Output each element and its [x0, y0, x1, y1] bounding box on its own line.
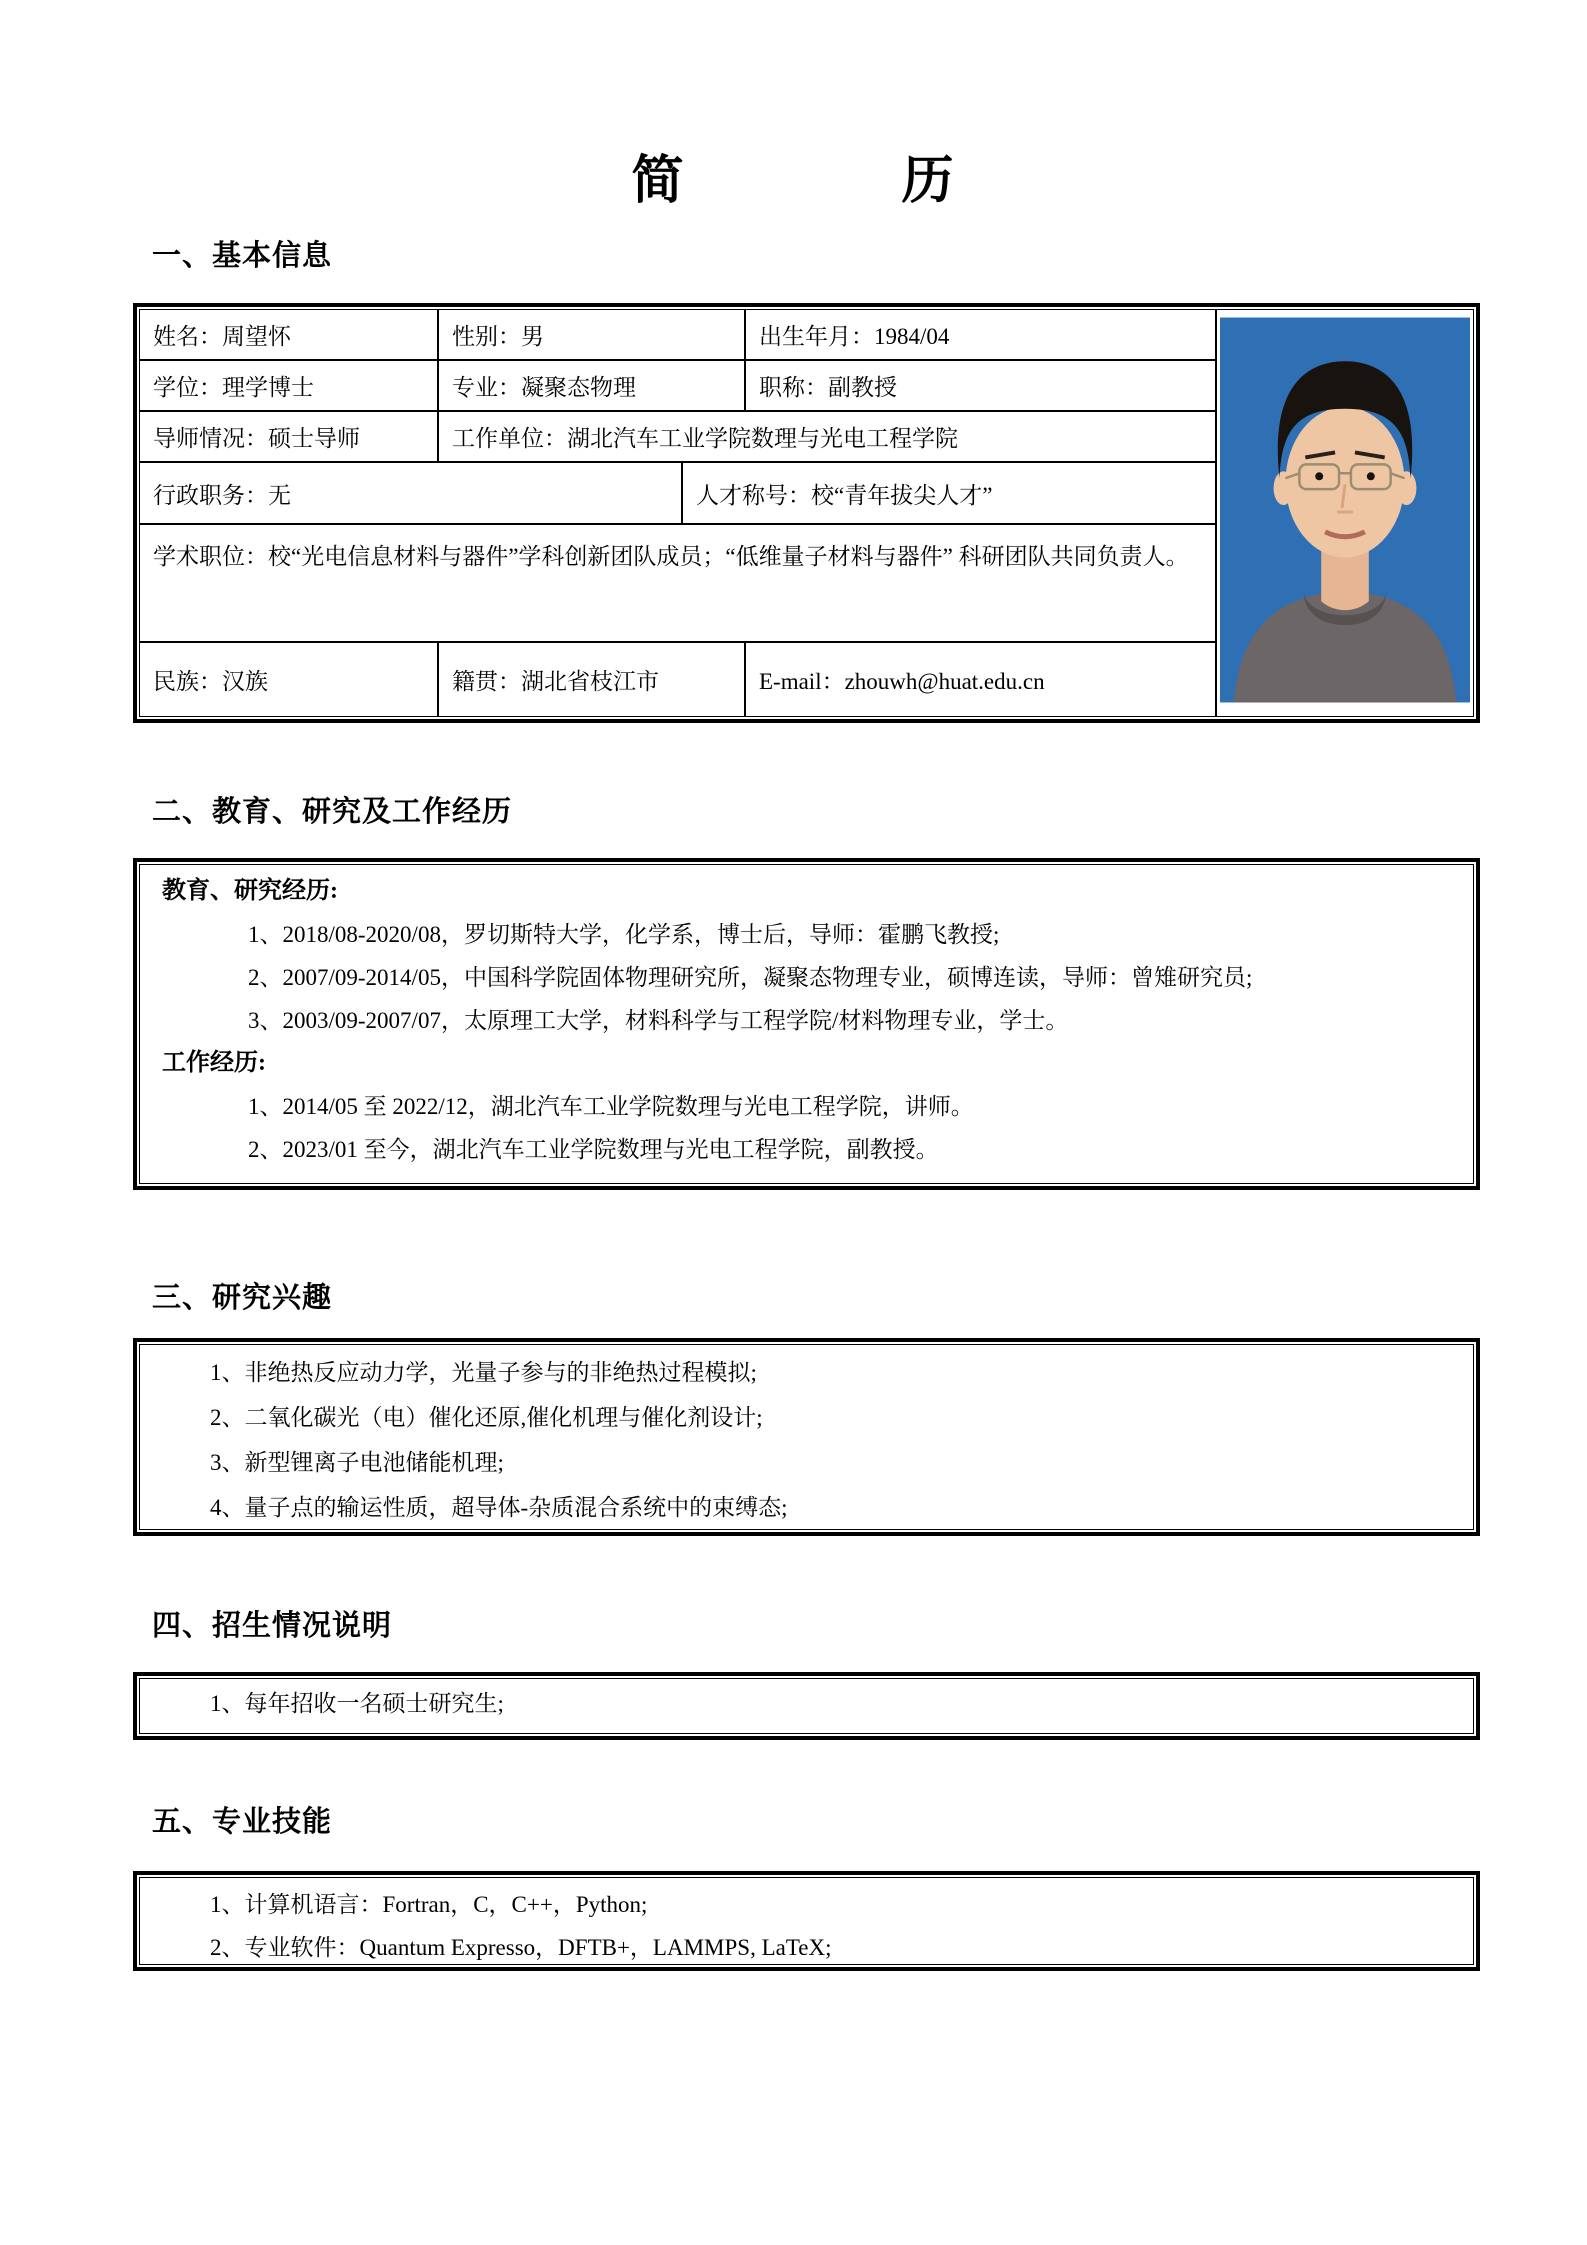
field-gender: 性别：男: [439, 310, 746, 359]
skill-item: 1、计算机语言：Fortran，C，C++，Python;: [210, 1892, 648, 1917]
table-row: [140, 643, 1215, 716]
education-item: 3、2003/09-2007/07，太原理工大学，材料科学与工程学院/材料物理专业，学士。: [248, 1008, 1069, 1033]
work-experience-label: 工作经历:: [162, 1050, 266, 1076]
basic-info-table-inner: [139, 309, 1474, 717]
enrollment-box: [133, 1672, 1480, 1740]
interest-item: 4、量子点的输运性质，超导体-杂质混合系统中的束缚态;: [210, 1495, 788, 1520]
field-degree: 学位：理学博士: [140, 361, 439, 410]
table-row: [140, 361, 1215, 412]
enrollment-item: 1、每年招收一名硕士研究生;: [210, 1691, 504, 1716]
field-academic-position: 学术职位：校“光电信息材料与器件”学科创新团队成员；“低维量子材料与器件” 科研团队共同负责人。: [153, 544, 1189, 569]
education-item: 2、2007/09-2014/05，中国科学院固体物理研究所，凝聚态物理专业，硕博连读，导师：曾雉研究员;: [248, 965, 1253, 990]
table-row: [140, 525, 1215, 643]
field-email: E-mail：zhouwh@huat.edu.cn: [759, 669, 1045, 694]
interest-item: 1、非绝热反应动力学，光量子参与的非绝热过程模拟;: [210, 1360, 757, 1385]
skill-item: 2、专业软件：Quantum Expresso，DFTB+，LAMMPS, LaTeX;: [210, 1935, 832, 1960]
eye-left: [1315, 472, 1323, 480]
section-heading-enrollment: 四、招生情况说明: [152, 1610, 393, 1642]
page-title: 简 历: [631, 153, 956, 210]
field-birth-date: 出生年月：1984/04: [759, 324, 950, 349]
interests-box: [133, 1338, 1480, 1536]
field-major: 专业：凝聚态物理: [439, 361, 746, 410]
work-item: 1、2014/05 至 2022/12，湖北汽车工业学院数理与光电工程学院，讲师。: [248, 1094, 974, 1119]
field-employer: 工作单位：湖北汽车工业学院数理与光电工程学院: [452, 426, 958, 451]
eye-right: [1367, 472, 1375, 480]
field-professional-title: 职称：副教授: [759, 375, 897, 400]
section-heading-basic-info: 一、基本信息: [152, 240, 333, 272]
education-item: 1、2018/08-2020/08，罗切斯特大学，化学系，博士后，导师：霍鹏飞教授;: [248, 922, 1000, 947]
section-heading-experience: 二、教育、研究及工作经历: [152, 796, 513, 828]
field-name: 姓名：周望怀: [140, 310, 439, 359]
field-talent-title: 人才称号：校“青年拔尖人才”: [696, 482, 993, 508]
basic-info-fields: [140, 310, 1217, 716]
table-row: [140, 463, 1215, 525]
work-item: 2、2023/01 至今，湖北汽车工业学院数理与光电工程学院，副教授。: [248, 1137, 939, 1162]
skills-box: [133, 1871, 1480, 1971]
education-research-label: 教育、研究经历:: [162, 878, 338, 904]
field-hometown: 籍贯：湖北省枝江市: [439, 643, 746, 716]
field-admin-duty: 行政职务：无: [140, 463, 683, 523]
interest-item: 3、新型锂离子电池储能机理;: [210, 1450, 504, 1475]
field-mentor-status: 导师情况：硕士导师: [140, 412, 439, 461]
photo-cell: [1217, 310, 1473, 716]
section-heading-skills: 五、专业技能: [152, 1806, 333, 1838]
experience-box: [133, 858, 1480, 1190]
interest-item: 2、二氧化碳光（电）催化还原,催化机理与催化剂设计;: [210, 1405, 763, 1430]
basic-info-table: [133, 303, 1480, 723]
table-row: [140, 310, 1215, 361]
table-row: [140, 412, 1215, 463]
portrait-photo: [1220, 317, 1470, 703]
section-heading-interests: 三、研究兴趣: [152, 1282, 333, 1314]
field-ethnicity: 民族：汉族: [140, 643, 439, 716]
